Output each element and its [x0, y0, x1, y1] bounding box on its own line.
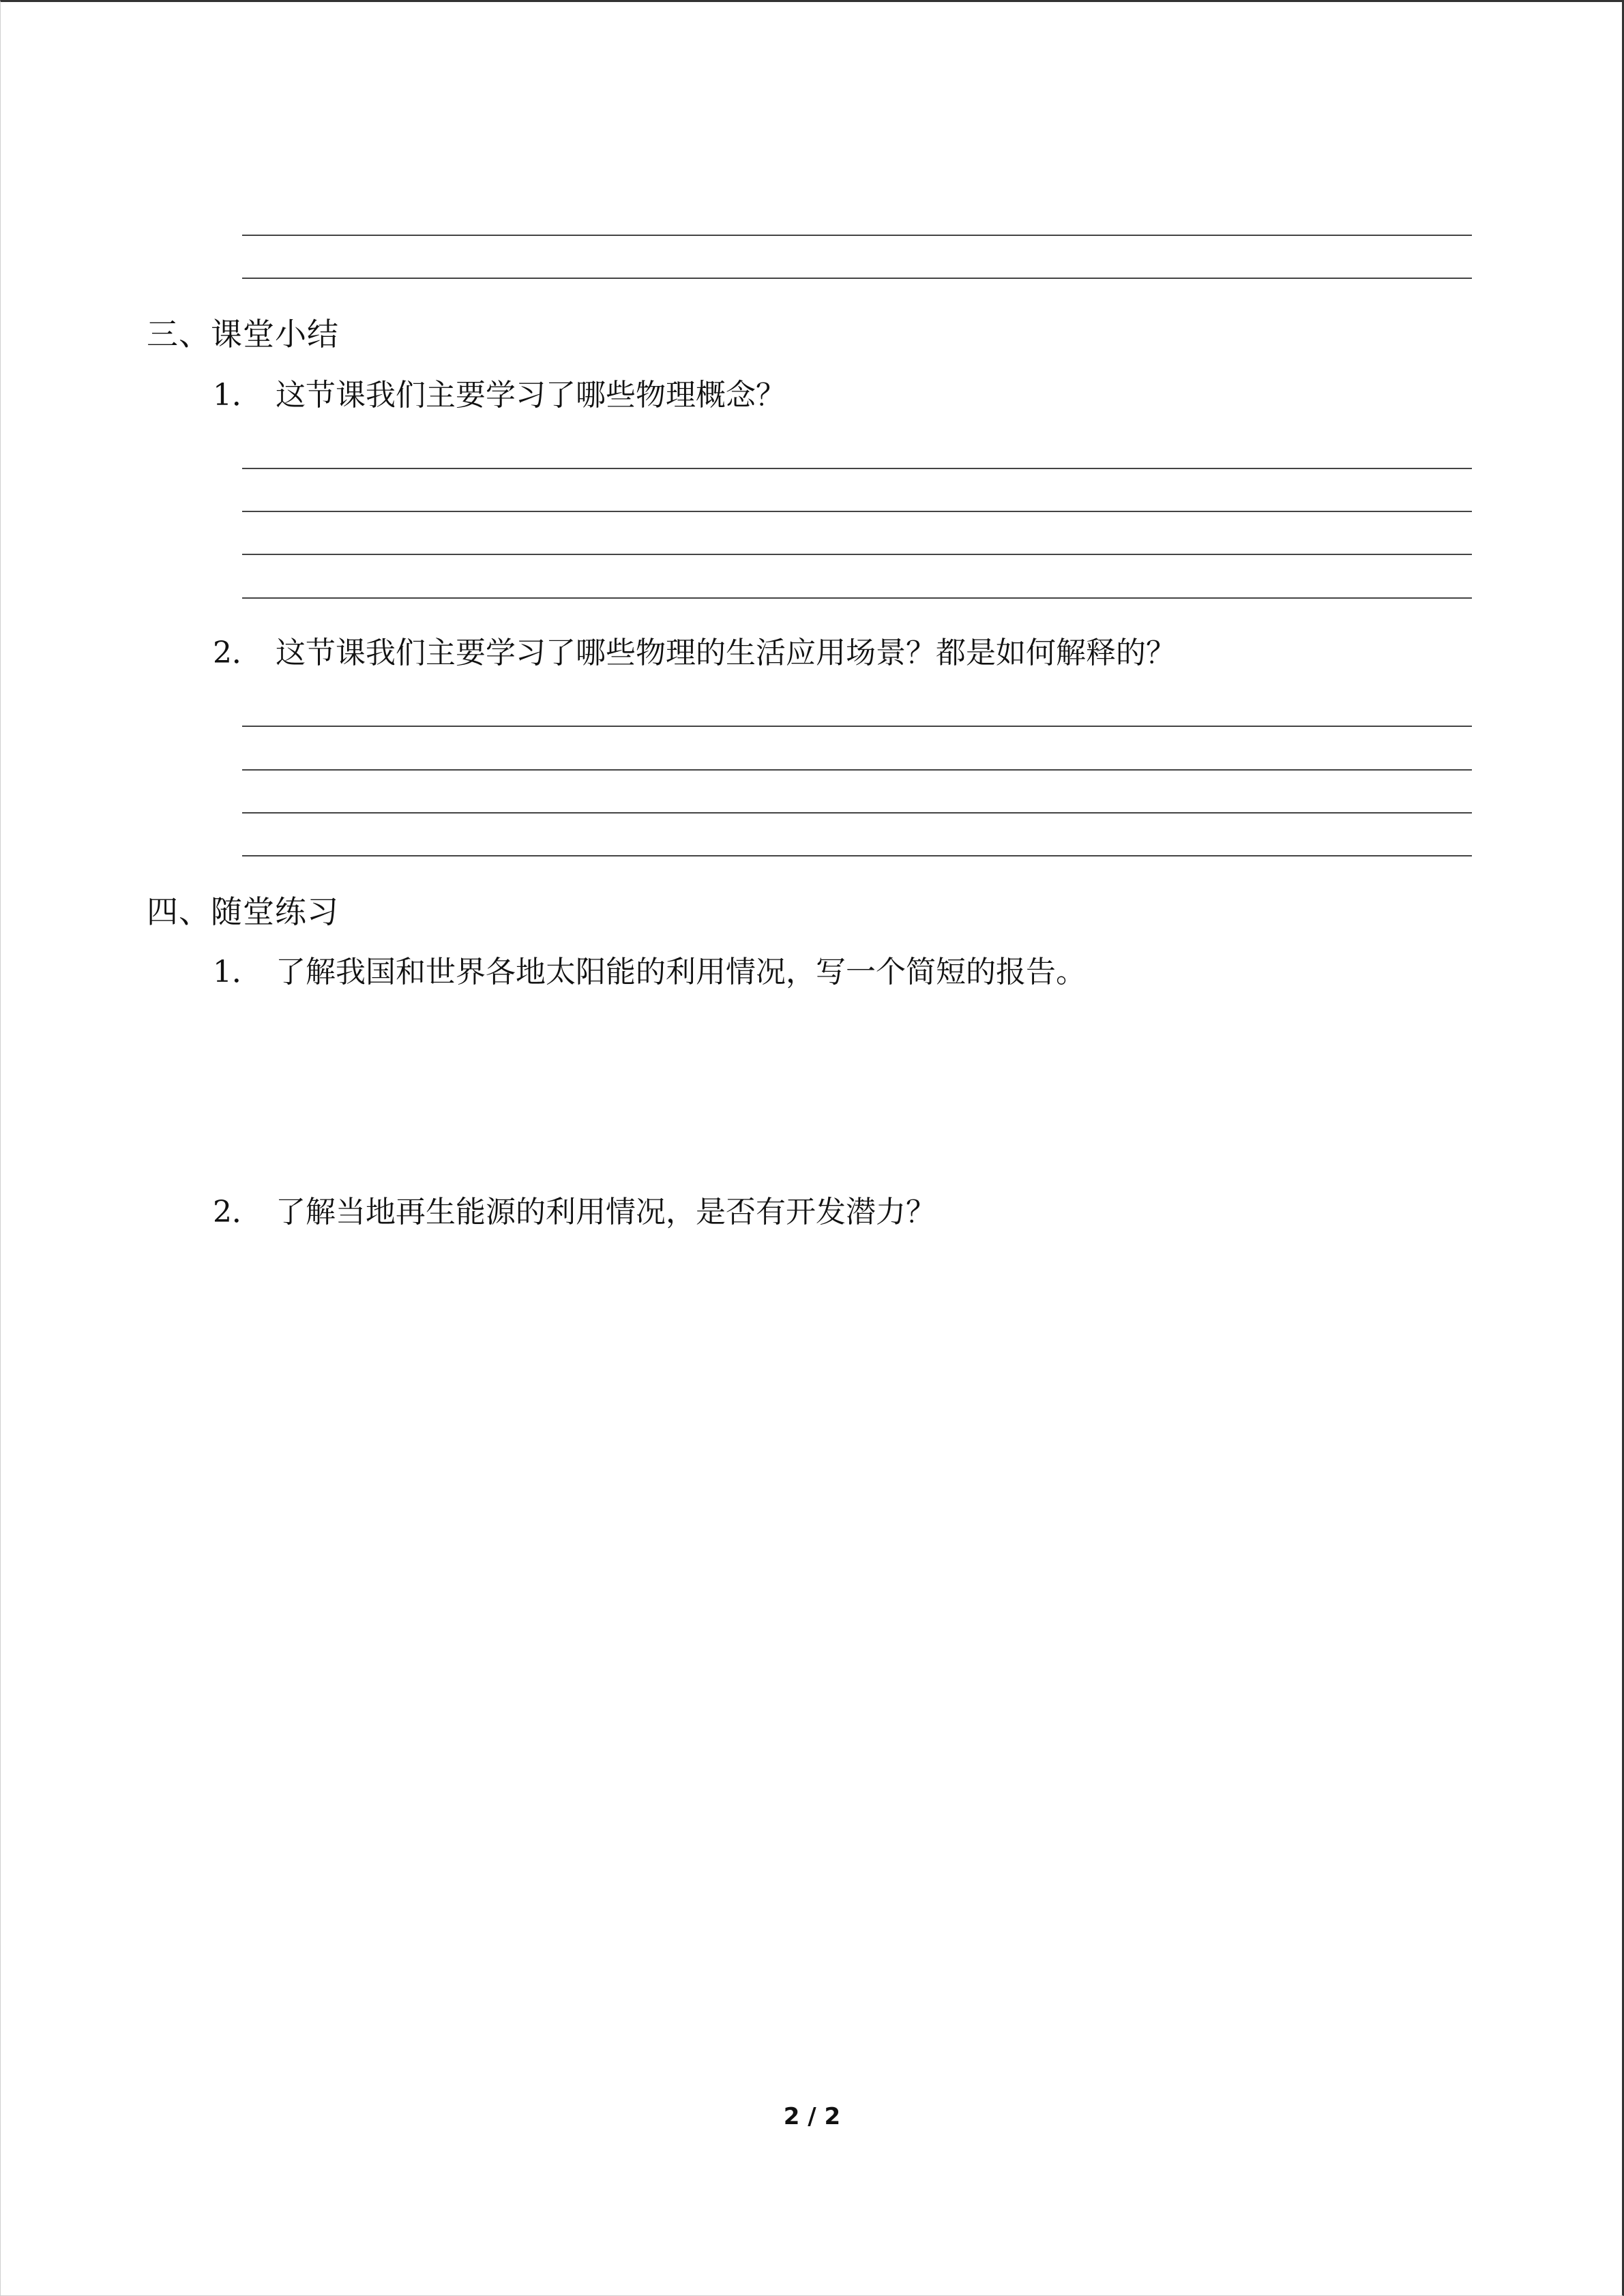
question-text: 了解我国和世界各地太阳能的利用情况，写一个简短的报告。 — [276, 955, 1086, 989]
question-item — [213, 376, 786, 415]
answer-line — [242, 511, 1472, 512]
answer-line — [242, 597, 1472, 599]
question-item — [213, 953, 1086, 992]
answer-line — [242, 468, 1472, 469]
answer-line — [242, 769, 1472, 771]
question-number: 2． — [213, 636, 262, 670]
answer-line — [242, 554, 1472, 555]
answer-line — [242, 278, 1472, 279]
section-heading-practice: 四、随堂练习 — [147, 893, 339, 930]
question-number: 2． — [213, 1195, 262, 1229]
page-number: 2 / 2 — [783, 2103, 841, 2130]
question-item — [213, 1193, 936, 1232]
question-text: 这节课我们主要学习了哪些物理的生活应用场景？都是如何解释的？ — [276, 636, 1176, 670]
question-text: 了解当地再生能源的利用情况，是否有开发潜力？ — [276, 1195, 936, 1229]
section-heading-summary: 三、课堂小结 — [147, 316, 339, 353]
answer-line — [242, 235, 1472, 236]
answer-line — [242, 855, 1472, 856]
question-number: 1． — [213, 378, 262, 413]
answer-line — [242, 726, 1472, 727]
question-text: 这节课我们主要学习了哪些物理概念？ — [276, 378, 786, 413]
answer-line — [242, 812, 1472, 814]
question-number: 1． — [213, 955, 262, 989]
question-item — [213, 634, 1176, 672]
